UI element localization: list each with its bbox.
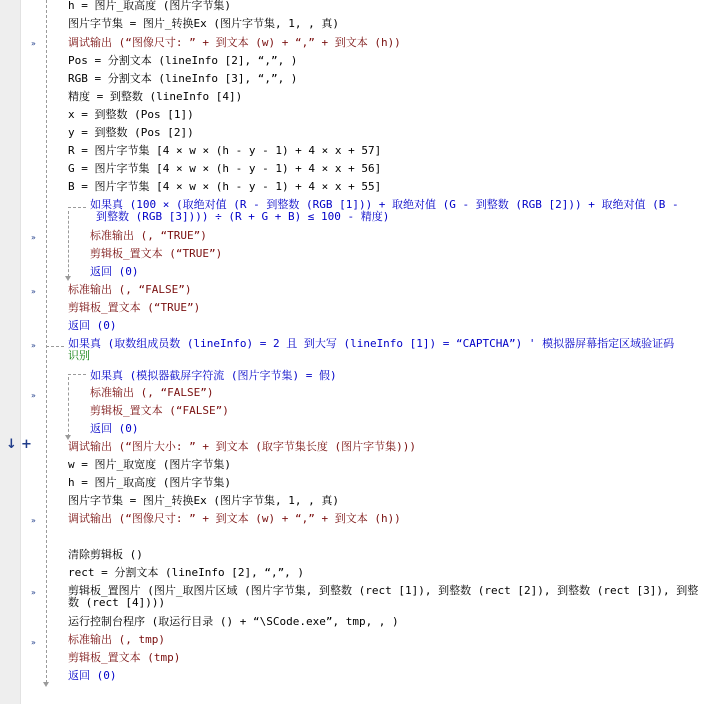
debug-output-marker-icon[interactable]: » (31, 341, 36, 350)
code-line[interactable]: 如果真 (100 × (取绝对值 (R - 到整数 (RGB [1])) + 取绝对值 (G - 到整数 (RGB [2])) + 取绝对值 (B - (90, 198, 679, 211)
code-line[interactable]: 如果真 (取数组成员数 (lineInfo) = 2 且 到大写 (lineInfo [1]) = “CAPTCHA”) ' 模拟器屏幕指定区域验证码 (68, 337, 675, 350)
code-line[interactable]: RGB = 分割文本 (lineInfo [3], “,”, ) (68, 72, 298, 85)
code-line[interactable]: w = 图片_取宽度 (图片字节集) (68, 458, 231, 471)
block-end-arrow-icon (43, 682, 49, 687)
code-line[interactable]: 清除剪辑板 () (68, 548, 143, 561)
if-block-flow-line (68, 377, 69, 437)
code-line[interactable]: G = 图片字节集 [4 × w × (h - y - 1) + 4 × x + 56] (68, 162, 382, 175)
expand-plus-icon[interactable]: + (21, 437, 32, 452)
code-line[interactable]: 剪辑板_置文本 (“TRUE”) (68, 301, 201, 314)
code-line[interactable]: 标准输出 (, “FALSE”) (68, 283, 192, 296)
code-line[interactable]: 标准输出 (, “TRUE”) (90, 229, 207, 242)
code-line[interactable]: 剪辑板_置文本 (“FALSE”) (90, 404, 229, 417)
debug-output-marker-icon[interactable]: » (31, 588, 36, 597)
code-line[interactable]: Pos = 分割文本 (lineInfo [2], “,”, ) (68, 54, 298, 67)
current-line-arrow-icon[interactable]: ↓ (6, 437, 17, 452)
code-line[interactable]: 剪辑板_置图片 (图片_取图片区域 (图片字节集, 到整数 (rect [1]), 到整数 (rect [2]), 到整数 (rect [3]), 到整 (68, 584, 699, 597)
code-line[interactable]: 图片字节集 = 图片_转换Ex (图片字节集, 1, , 真) (68, 17, 339, 30)
code-line[interactable]: 标准输出 (, tmp) (68, 633, 165, 646)
code-line[interactable]: 返回 (0) (90, 265, 139, 278)
code-line[interactable]: y = 到整数 (Pos [2]) (68, 126, 194, 139)
if-block-branch-line (68, 374, 86, 375)
debug-output-marker-icon[interactable]: » (31, 391, 36, 400)
debug-output-marker-icon[interactable]: » (31, 638, 36, 647)
code-line[interactable]: 返回 (0) (68, 319, 117, 332)
code-line[interactable]: 剪辑板_置文本 (tmp) (68, 651, 181, 664)
code-line[interactable]: h = 图片_取高度 (图片字节集) (68, 476, 231, 489)
code-line[interactable]: x = 到整数 (Pos [1]) (68, 108, 194, 121)
if-block-branch-line (68, 207, 86, 208)
code-line[interactable]: R = 图片字节集 [4 × w × (h - y - 1) + 4 × x + 57] (68, 144, 382, 157)
code-line[interactable]: 运行控制台程序 (取运行目录 () + “\SCode.exe”, tmp, , ) (68, 615, 399, 628)
debug-output-marker-icon[interactable]: » (31, 516, 36, 525)
code-line[interactable]: 剪辑板_置文本 (“TRUE”) (90, 247, 223, 260)
code-line[interactable]: 返回 (0) (68, 669, 117, 682)
code-line[interactable]: 识别 (68, 349, 90, 362)
code-line[interactable]: rect = 分割文本 (lineInfo [2], “,”, ) (68, 566, 305, 579)
code-line[interactable]: B = 图片字节集 [4 × w × (h - y - 1) + 4 × x + 55] (68, 180, 382, 193)
if-block-flow-line (68, 211, 69, 277)
if-block-end-arrow-icon (65, 276, 71, 281)
code-line[interactable]: 返回 (0) (90, 422, 139, 435)
line-gutter[interactable] (0, 0, 21, 704)
code-line[interactable]: 标准输出 (, “FALSE”) (90, 386, 214, 399)
code-line[interactable]: 调试输出 (“图片大小: ” + 到文本 (取字节集长度 (图片字节集))) (68, 440, 416, 453)
code-line[interactable]: 调试输出 (“图像尺寸: ” + 到文本 (w) + “,” + 到文本 (h)) (68, 36, 401, 49)
debug-output-marker-icon[interactable]: » (31, 233, 36, 242)
block-flow-line (46, 0, 47, 683)
code-line[interactable]: 数 (rect [4]))) (68, 596, 166, 609)
code-line[interactable]: 如果真 (模拟器截屏字符流 (图片字节集) = 假) (90, 369, 337, 382)
if-block-branch-line (46, 346, 64, 347)
debug-output-marker-icon[interactable]: » (31, 287, 36, 296)
debug-output-marker-icon[interactable]: » (31, 39, 36, 48)
code-line[interactable]: 调试输出 (“图像尺寸: ” + 到文本 (w) + “,” + 到文本 (h)) (68, 512, 401, 525)
code-line[interactable]: 图片字节集 = 图片_转换Ex (图片字节集, 1, , 真) (68, 494, 339, 507)
code-line[interactable]: 精度 = 到整数 (lineInfo [4]) (68, 90, 243, 103)
code-line[interactable]: h = 图片_取高度 (图片字节集) (68, 0, 231, 12)
code-line[interactable]: 到整数 (RGB [3]))) ÷ (R + G + B) ≤ 100 - 精度) (96, 210, 390, 223)
